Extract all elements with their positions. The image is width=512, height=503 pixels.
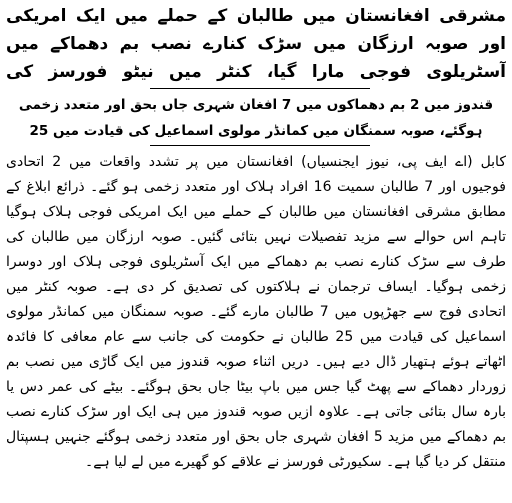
divider-bottom	[150, 145, 370, 146]
article-body: کابل (اے ایف پی، نیوز ایجنسیاں) افغانستان میں پر تشدد واقعات میں 2 اتحادی فوجیوں اور 7 طالبان سمیت 16 افراد ہلاک اور متعدد زخمی ہو گئے۔ ذرائع ابلاغ کے مطابق مشرقی افغانستان میں طالبان کے حملے میں ایک امریکی فوجی ہلاک ہوگیا تاہم اس حوالے سے مزید تفصیلات نہیں بتائی گئیں۔ صوبہ ارزگان میں طالبان کی طرف سے سڑک کنارے نصب بم دھماکے میں ایک آسٹریلوی فوجی ہلاک اور دوسرا زخمی ہوگیا۔ ایساف ترجمان نے ہلاکتوں کی تصدیق کر دی ہے۔ صوبہ کنٹر میں اتحادی فوج سے جھڑپوں میں 7 طالبان مارے گئے۔ صوبہ سمنگان میں کمانڈر مولوی اسماعیل کی قیادت میں 25 طالبان نے حکومت کی جانب سے عام معافی کا فائدہ اٹھاتے ہوئے ہتھیار ڈال دیے ہیں۔ دریں اثناء صوبہ قندوز میں ایک گاڑی میں نصب بم زوردار دھماکے سے پھٹ گیا جس میں باپ بیٹا جاں بحق ہوگئے۔ بیٹے کی عمر دس یا بارہ سال بتائی جاتی ہے۔ علاوہ ازیں صوبہ قندوز میں ہی ایک اور سڑک کنارے نصب بم دھماکے میں مزید 5 افغان شہری جاں بحق اور متعدد زخمی ہوگئے جنہیں ہسپتال منتقل کر دیا گیا ہے۔ سکیورٹی فورسز نے علاقے کو گھیرے میں لے لیا ہے۔	[6, 154, 506, 470]
divider-top	[150, 88, 370, 89]
article-headline: مشرقی افغانستان میں طالبان کے حملے میں ایک امریکی اور صوبہ ارزگان میں سڑک کنارے نصب بم دھماکے میں آسٹریلوی فوجی مارا گیا، کنٹر میں نیٹو فورسز کی	[6, 6, 506, 82]
article-subheadline: قندوز میں 2 بم دھماکوں میں 7 افغان شہری جاں بحق اور متعدد زخمی ہوگئے، صوبہ سمنگان میں کمانڈر مولوی اسماعیل کی قیادت میں 25	[18, 97, 494, 139]
